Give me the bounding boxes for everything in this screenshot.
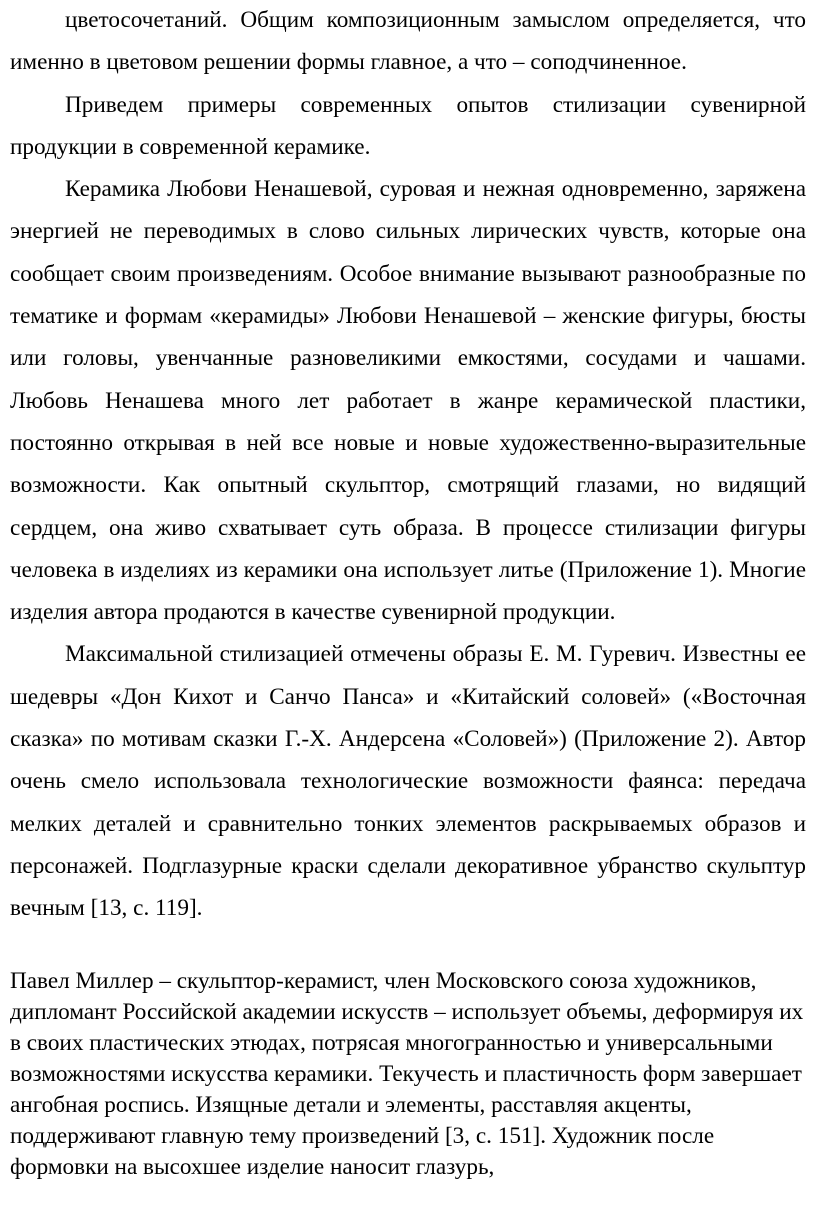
paragraph-2: Приведем примеры современных опытов стилизации сувенирной продукции в современной керамике. [10,91,806,160]
paragraph-5: Павел Миллер – скульптор-керамист, член Московского союза художников, дипломант Российской академии искусств – использует объемы, деформируя их в своих пластических этюдах, потрясая многогранностью и универсальными возможностями искусства керамики. Текучесть и пластичность форм завершает ангобная роспись. Изящные детали и элементы, расставляя акценты, поддерживают главную тему произведений [3, с. 151]. Художник после формовки на высохшее изделие наносит глазурь, [10,968,804,1180]
paragraph-1: цветосочетаний. Общим композиционным замыслом определяется, что именно в цветовом решении формы главное, а что – соподчиненное. [10,7,806,76]
paragraph-4: Максимальной стилизацией отмечены образы Е. М. Гуревич. Известны ее шедевры «Дон Кихот и Санчо Панса» и «Китайский соловей» («Восточная сказка» по мотивам сказки Г.-Х. Андерсена «Соловей») (Приложение 2). Автор очень смело использовала технологические возможности фаянса: передача мелких деталей и сравнительно тонких элементов раскрываемых образов и персонажей. Подглазурные краски сделали декоративное убранство скульптур вечным [13, с. 119]. [10,641,806,922]
unindented-text-block [0,966,816,1183]
paragraph-3: Керамика Любови Ненашевой, суровая и нежная одновременно, заряжена энергией не переводимых в слово сильных лирических чувств, которые она сообщает своим произведениям. Особое внимание вызывают разнообразные по тематике и формам «керамиды» Любови Ненашевой – женские фигуры, бюсты или головы, увенчанные разновеликими емкостями, сосудами и чашами. Любовь Ненашева много лет работает в жанре керамической пластики, постоянно открывая в ней все новые и новые художественно-выразительные возможности. Как опытный скульптор, смотрящий глазами, но видящий сердцем, она живо схватывает суть образа. В процессе стилизации фигуры человека в изделиях из керамики она использует литье (Приложение 1). Многие изделия автора продаются в качестве сувенирной продукции. [10,176,806,626]
